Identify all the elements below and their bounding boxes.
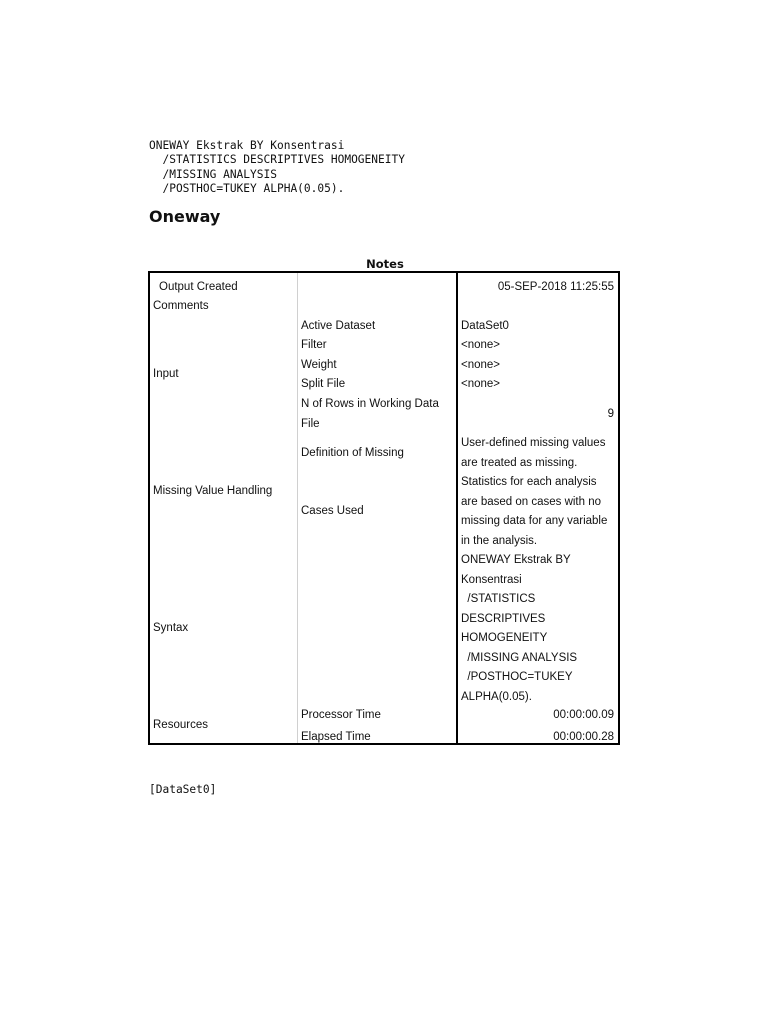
definition-of-missing-value: User-defined missing values are treated as missing. [461,437,606,469]
rows-count-label: N of Rows in Working Data File [301,398,439,430]
syntax-command: ONEWAY Ekstrak BY Konsentrasi /STATISTICS DESCRIPTIVES HOMOGENEITY /MISSING ANALYSIS /POSTHOC=TUKEY ALPHA(0.05). [149,139,405,195]
procedure-heading: Oneway [149,207,221,226]
resources-label: Resources [153,719,208,731]
filter-label: Filter [301,339,327,351]
cases-used-label: Cases Used [301,505,364,517]
output-created-value: 05-SEP-2018 11:25:55 [497,281,614,293]
processor-time-label: Processor Time [301,709,381,721]
comments-label: Comments [153,300,209,312]
missing-value-handling-label: Missing Value Handling [153,485,273,497]
notes-table [148,271,620,745]
split-file-value: <none> [461,378,501,390]
weight-label: Weight [301,359,337,371]
syntax-label: Syntax [153,622,189,634]
value-column-divider [456,273,458,743]
elapsed-time-label: Elapsed Time [301,731,371,743]
active-dataset-value: DataSet0 [461,320,509,332]
definition-of-missing-label: Definition of Missing [301,447,404,459]
processor-time-value: 00:00:00.09 [553,709,614,721]
output-created-label: Output Created [159,281,238,293]
input-label: Input [153,368,179,380]
notes-table-title: Notes [366,257,404,271]
syntax-value: ONEWAY Ekstrak BY Konsentrasi /STATISTICS DESCRIPTIVES HOMOGENEITY /MISSING ANALYSIS /POSTHOC=TUKEY ALPHA(0.05). [461,554,578,703]
elapsed-time-value: 00:00:00.28 [553,731,614,743]
active-dataset-label: Active Dataset [301,320,376,332]
split-file-label: Split File [301,378,346,390]
filter-value: <none> [461,339,501,351]
column-divider [297,273,298,743]
active-dataset-tag: [DataSet0] [149,783,217,796]
rows-count-value: 9 [607,408,614,420]
cases-used-value: Statistics for each analysis are based on cases with no missing data for any variable in the analysis. [461,476,608,547]
weight-value: <none> [461,359,501,371]
